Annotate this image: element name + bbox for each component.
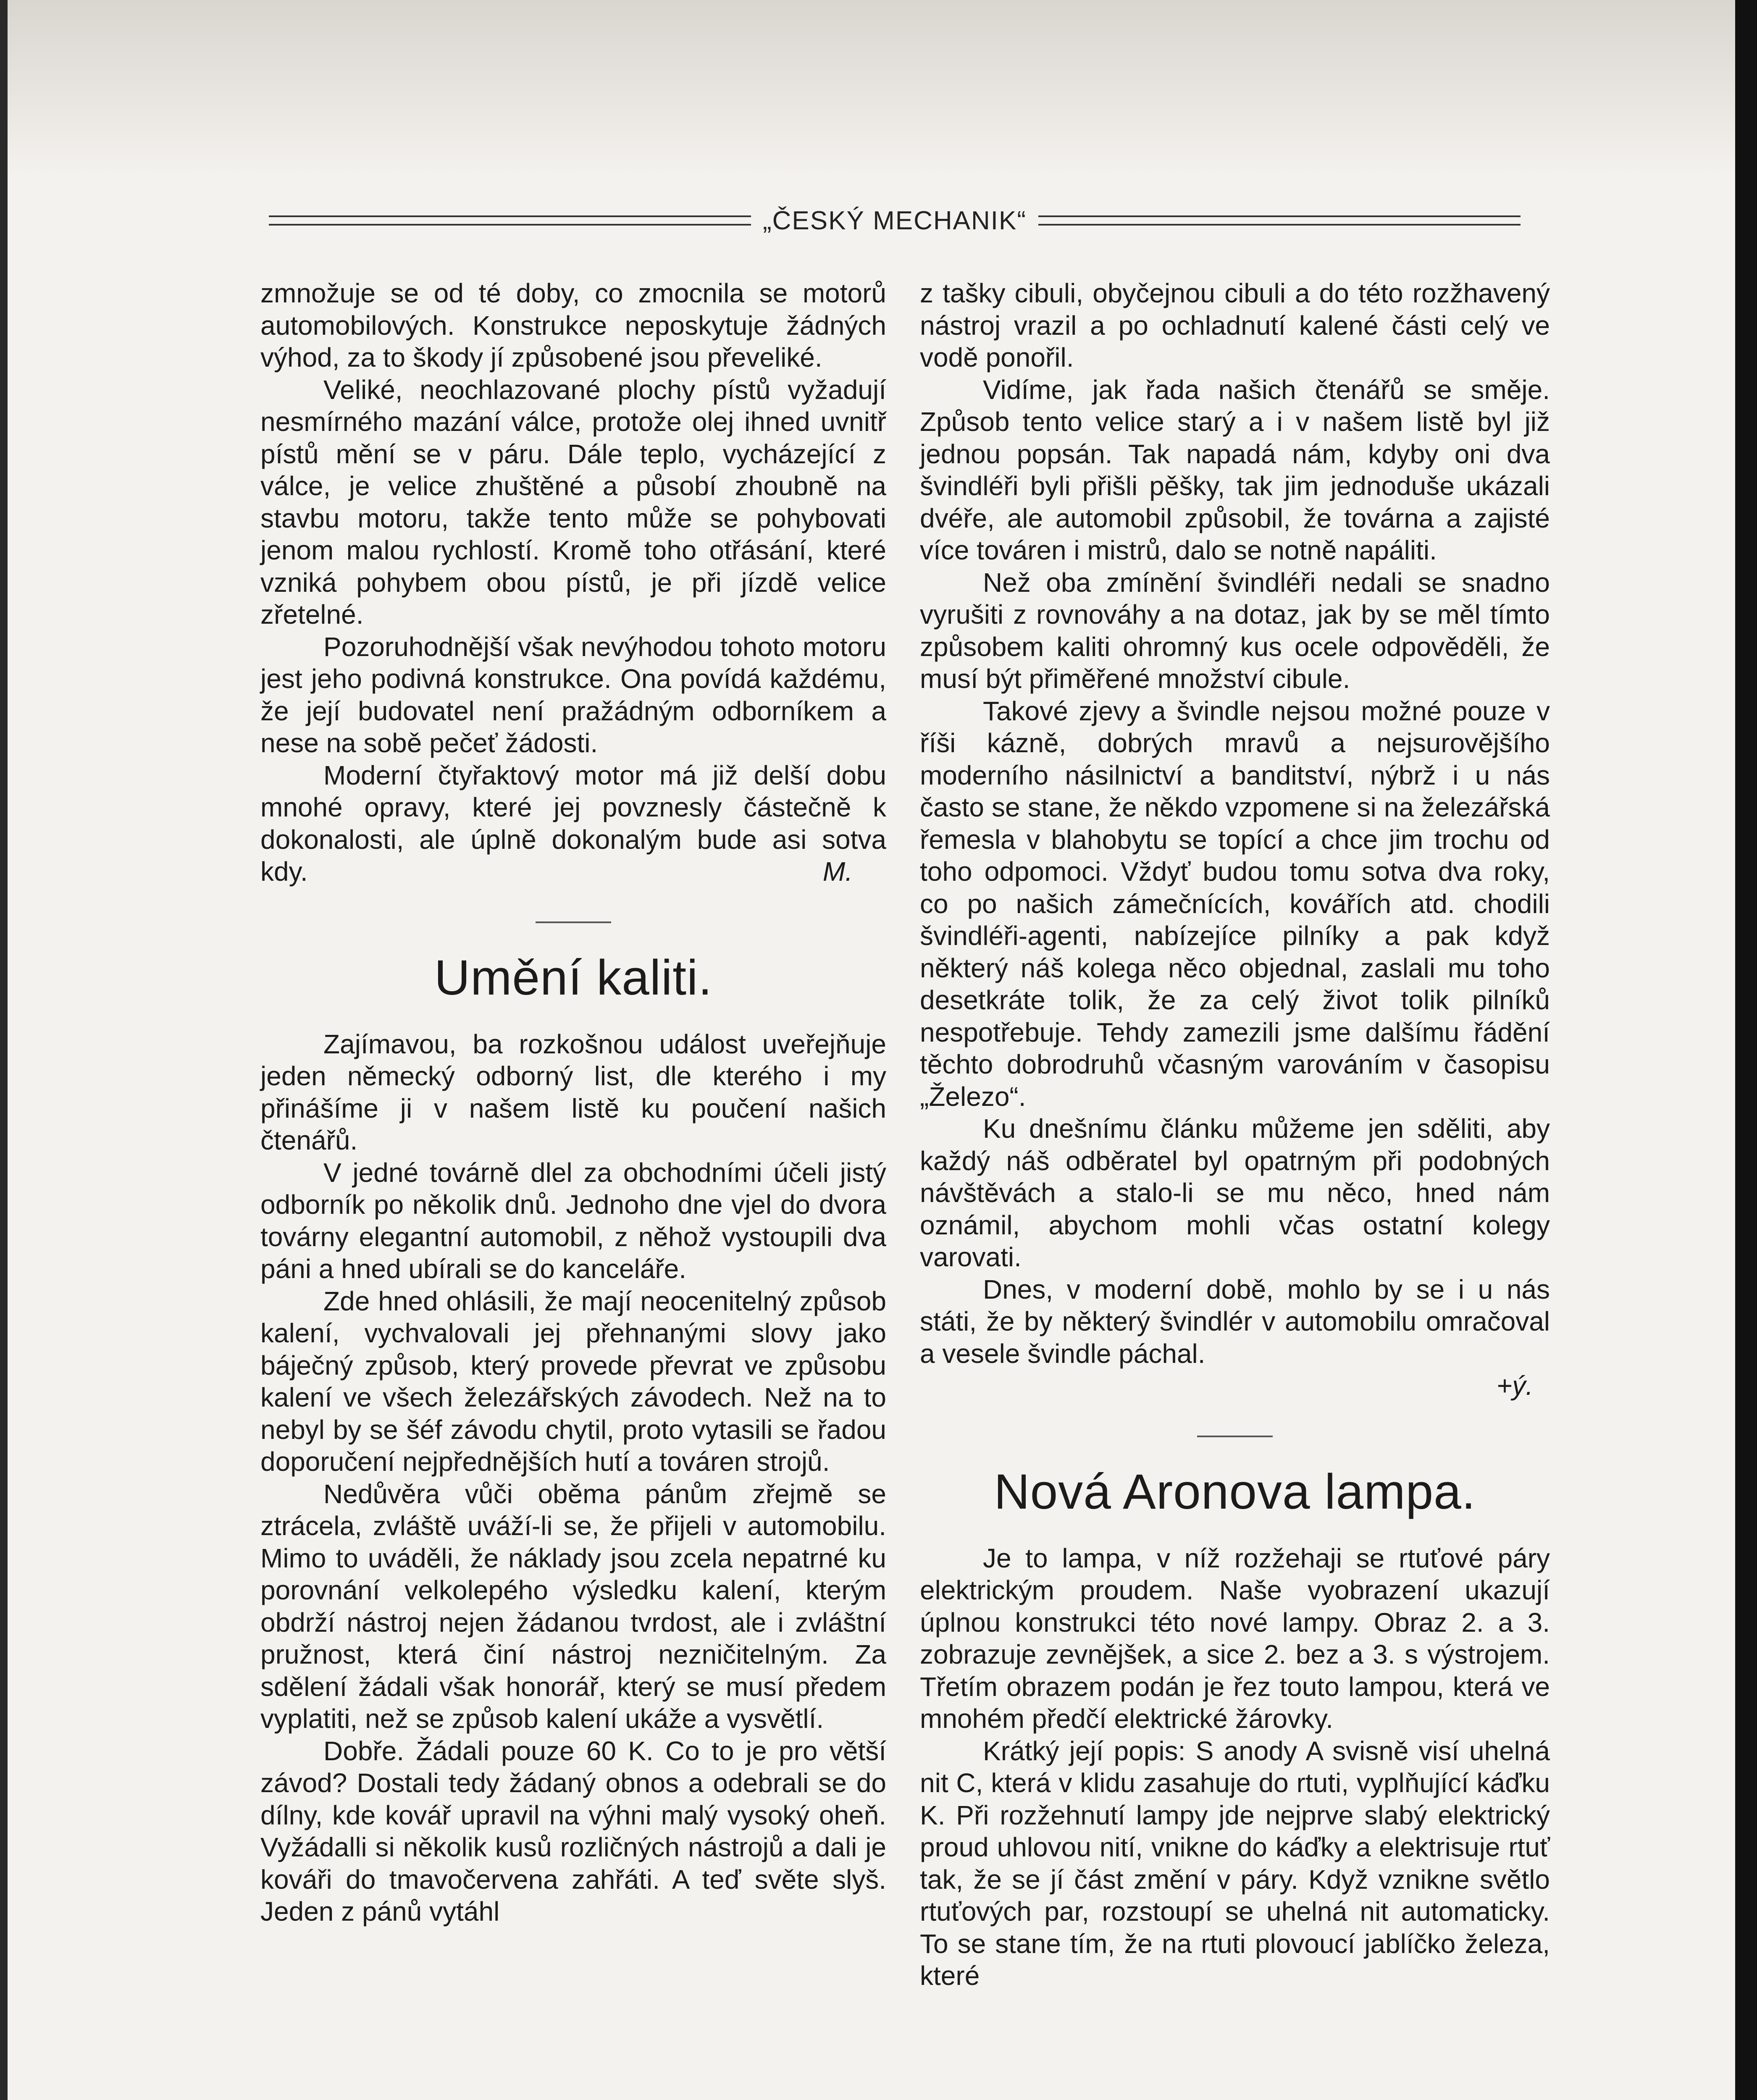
paragraph: Pozoruhodnější však nevýhodou tohoto motoru jest jeho podivná konstrukce. Ona povídá každému, že její budovatel není pražádným odborníkem a nese na sobě pečeť žádosti. — [260, 631, 886, 758]
paragraph — [260, 759, 886, 888]
paragraph: Zde hned ohlásili, že mají neocenitelný způsob kalení, vychvalovali jej přehnanými slovy jako báječný způsob, který provede převrat ve způsobu kalení ve všech železářských závodech. Než na to nebyl by se šéf závodu chytil, proto vytasili se řadou doporučení nejpřednějších hutí a továren strojů. — [260, 1286, 886, 1477]
paragraph: V jedné továrně dlel za obchodními účeli jistý odborník po několik dnů. Jednoho dne vjel do dvora továrny elegantní automobil, z něhož vystoupili dva páni a hned ubírali se do kanceláře. — [260, 1157, 886, 1284]
paragraph: Je to lampa, v níž rozžehaji se rtuťové páry elektrickým proudem. Naše vyobrazení ukazují úplnou konstrukci této nové lampy. Obraz 2. a 3. zobrazuje zevnějšek, a sice 2. bez a 3. s výstrojem. Třetím obrazem podán je řez touto lampou, která ve mnohém předčí elektrické žárovky. — [920, 1543, 1550, 1734]
author-signature: +ý. — [1496, 1370, 1533, 1401]
running-header — [269, 197, 1521, 244]
scan-border-right — [1735, 0, 1757, 2100]
article-title: Nová Aronova lampa. — [994, 1464, 1476, 1520]
journal-title: „ČESKÝ MECHANIK“ — [763, 206, 1027, 235]
section-separator — [1197, 1436, 1273, 1437]
paragraph: Dobře. Žádali pouze 60 K. Co to je pro větší závod? Dostali tedy žádaný obnos a odebrali se do dílny, kde kovář upravil na výhni malý vysoký oheň. Vyžádalli si několik kusů rozličných nástrojů a dali je kováři do tmavočervena zahřáti. A teď světe slyš. Jeden z pánů vytáhl — [260, 1735, 886, 1927]
header-rule-left — [269, 215, 751, 226]
paragraph: Než oba zmínění švindléři nedali se snadno vyrušiti z rovnováhy a na dotaz, jak by se měl tímto způsobem kaliti ohromný kus ocele odpověděli, že musí být přiměřené množství cibule. — [920, 567, 1550, 694]
page-edge-shading — [0, 0, 1757, 176]
header-rule-right — [1038, 215, 1521, 226]
right-column — [920, 277, 1550, 1992]
section-separator — [536, 921, 611, 923]
paragraph: Zajímavou, ba rozkošnou událost uveřejňuje jeden německý odborný list, dle kterého i my přinášíme ji v našem listě ku poučení našich čtenářů. — [260, 1029, 886, 1155]
paragraph: Veliké, neochlazované plochy pístů vyžadují nesmírného mazání válce, protože olej ihned uvnitř pístů mění se v páru. Dále teplo, vycházející z válce, je velice zhuštěné a působí zhoubně na stavbu motoru, takže tento může se pohybovati jenom malou rychlostí. Kromě toho otřásání, které vzniká pohybem obou pístů, je při jízdě velice zřetelné. — [260, 374, 886, 630]
paragraph: Krátký její popis: S anody A svisně visí uhelná nit C, která v klidu zasahuje do rtuti, vyplňující káďku K. Při rozžehnutí lampy jde nejprve slabý elektrický proud uhlovou nití, vnikne do káďky a elektrisuje rtuť tak, že se jí část změní v páry. Když vznikne světlo rtuťových par, rozstoupí se uhelná nit automaticky. To se stane tím, že na rtuti plovoucí jablíčko železa, které — [920, 1735, 1550, 1991]
paragraph: z tašky cibuli, obyčejnou cibuli a do této rozžhavený nástroj vrazil a po ochladnutí kalené části celý ve vodě ponořil. — [920, 278, 1550, 373]
paragraph-text: Moderní čtyřaktový motor má již delší dobu mnohé opravy, které jej povznesly částečně k dokonalosti, ale úplně dokonalým bude asi sotva kdy. — [260, 760, 886, 887]
article-title: Umění kaliti. — [434, 950, 713, 1005]
paragraph: Dnes, v moderní době, mohlo by se i u nás státi, že by některý švindlér v automobilu omračoval a vesele švindle páchal. — [920, 1274, 1550, 1369]
author-signature: M. — [822, 856, 853, 887]
left-column — [260, 277, 886, 1928]
paragraph: Vidíme, jak řada našich čtenářů se směje. Způsob tento velice starý a i v našem listě byl již jednou popsán. Tak napadá nám, kdyby oni dva švindléři byli přišli pěšky, tak jim jednoduše ukázali dvéře, ale automobil způsobil, že továrna a zajisté více továren i mistrů, dalo se notně napáliti. — [920, 374, 1550, 565]
paragraph: Takové zjevy a švindle nejsou možné pouze v říši kázně, dobrých mravů a nejsurovějšího moderního násilnictví a banditství, nýbrž i u nás často se stane, že někdo vzpomene si na železářská řemesla v blahobytu se topící a chce jim trochu od toho odpomoci. Vždyť budou tomu sotva dva roky, co po našich zámečnících, kovářích atd. chodili švindléři-agenti, nabízejíce pilníky a pak když některý náš kolega něco objednal, zaslali mu toho desetkráte tolik, že za celý život tolik pilníků nespotřebuje. Tehdy zamezili jsme dalšímu řádění těchto dobrodruhů včasným varováním v časopisu „Železo“. — [920, 696, 1550, 1112]
paragraph: Ku dnešnímu článku můžeme jen sděliti, aby každý náš odběratel byl opatrným při podobných návštěvách a stalo-li se mu něco, hned nám oznámil, abychom mohli včas ostatní kolegy varovati. — [920, 1113, 1550, 1272]
scan-border-left — [0, 0, 8, 2100]
paragraph: Nedůvěra vůči oběma pánům zřejmě se ztrácela, zvláště uváží-li se, že přijeli v automobilu. Mimo to uváděli, že náklady jsou zcela nepatrné ku porovnání velkolepého výsledku kalení, kterým obdrží nástroj nejen žádanou tvrdost, ale i zvláštní pružnost, která činí nástroj nezničitelným. Za sdělení žádali však honorář, který se musí předem vyplatiti, než se způsob kalení ukáže a vysvětlí. — [260, 1478, 886, 1734]
paragraph: zmnožuje se od té doby, co zmocnila se motorů automobilových. Konstrukce neposkytuje žádných výhod, za to škody jí způsobené jsou převeliké. — [260, 278, 886, 373]
